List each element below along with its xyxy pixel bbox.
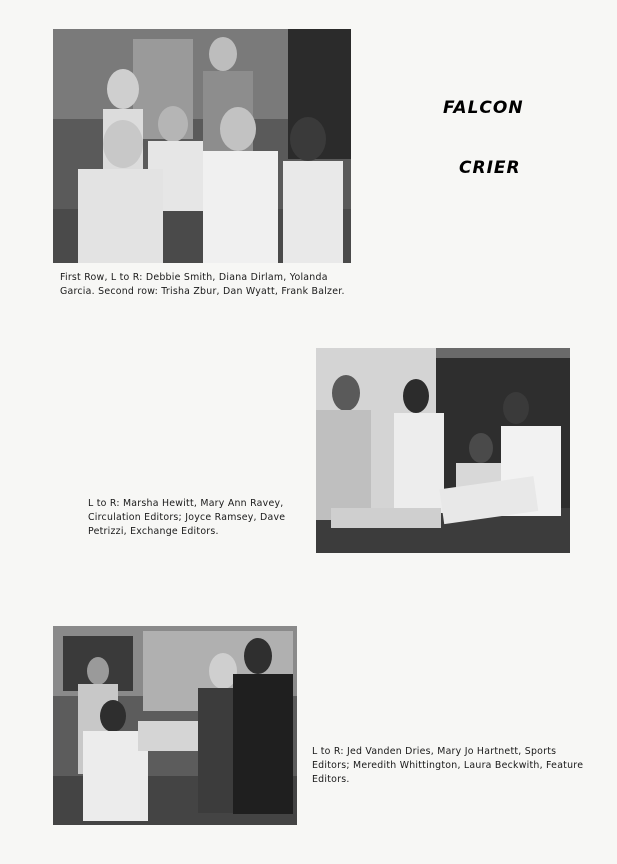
staff-photo-2 bbox=[316, 348, 570, 553]
title-falcon: FALCON bbox=[443, 98, 524, 118]
staff-photo-1 bbox=[53, 29, 351, 263]
caption-photo-3: L to R: Jed Vanden Dries, Mary Jo Hartnett, Sports Editors; Meredith Whittington, Laura Beckwith, Feature Editors. bbox=[312, 746, 584, 785]
caption-photo-2: L to R: Marsha Hewitt, Mary Ann Ravey, Circulation Editors; Joyce Ramsey, Dave Petrizzi, Exchange Editors. bbox=[88, 498, 286, 537]
staff-photo-3 bbox=[53, 626, 297, 825]
title-crier: CRIER bbox=[459, 158, 521, 178]
caption-photo-1: First Row, L to R: Debbie Smith, Diana Dirlam, Yolanda Garcia. Second row: Trisha Zbur, Dan Wyatt, Frank Balzer. bbox=[60, 272, 345, 297]
